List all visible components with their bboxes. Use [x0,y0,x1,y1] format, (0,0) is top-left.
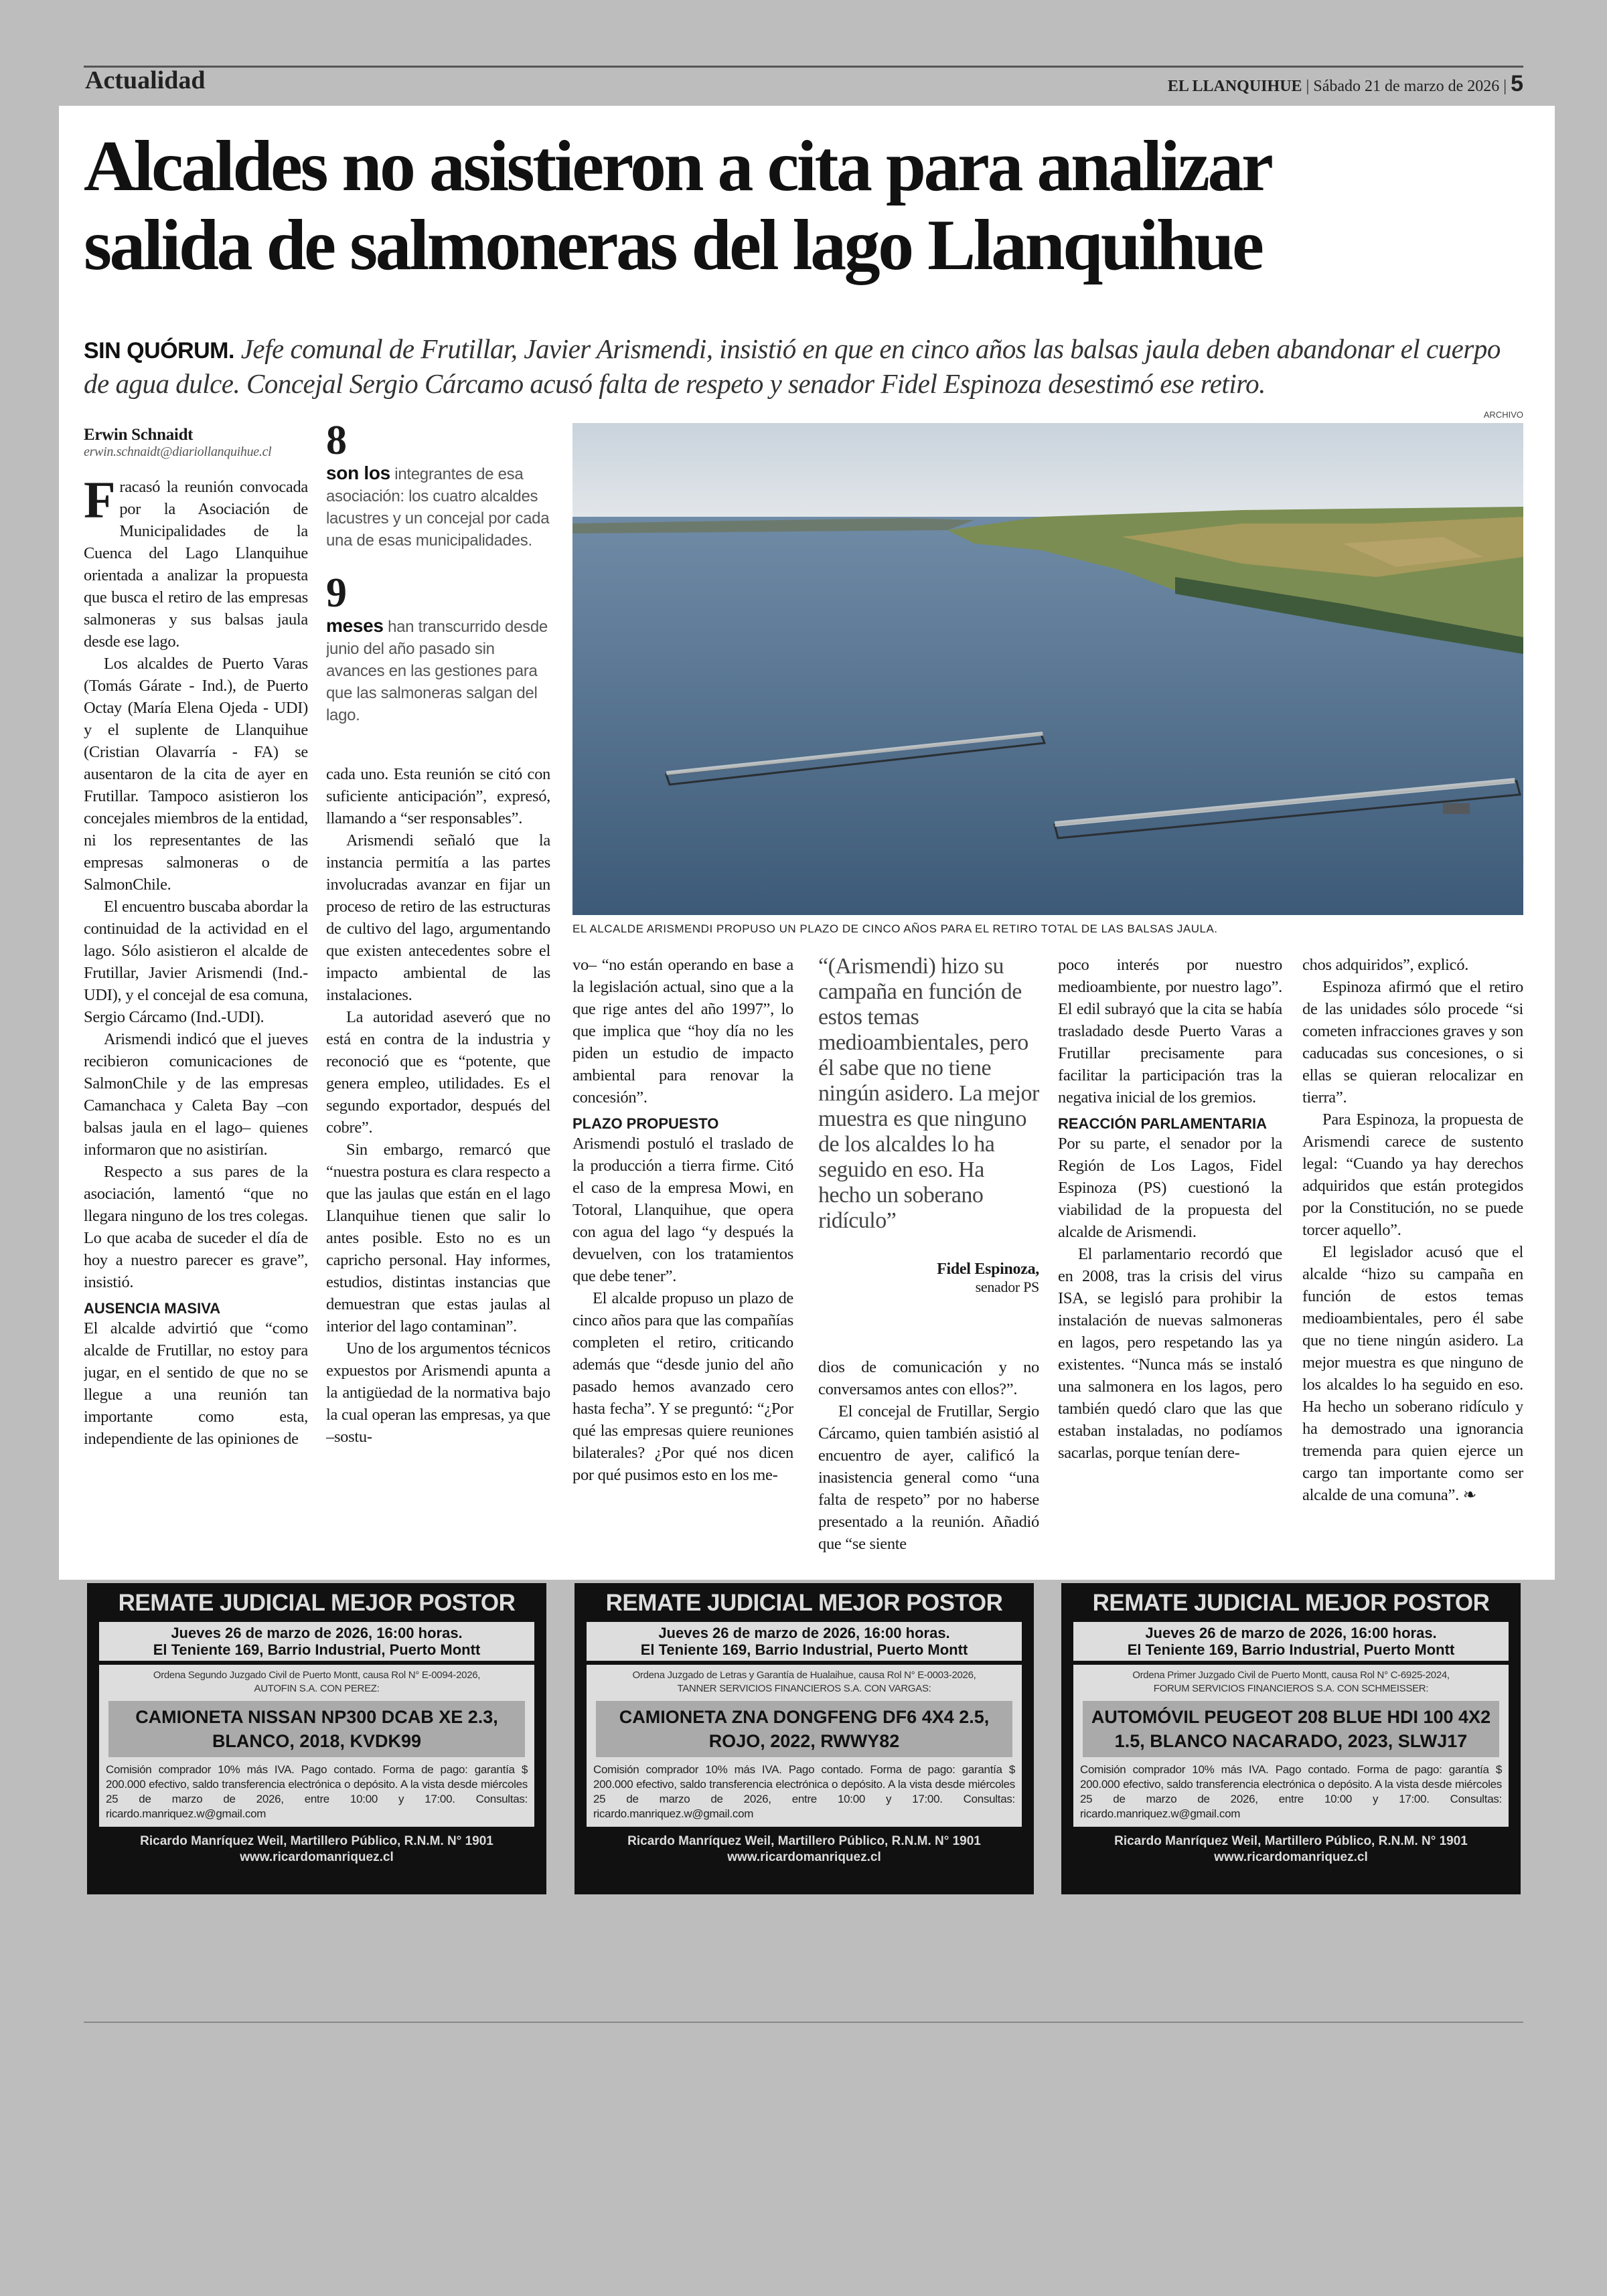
photo-credit: ARCHIVO [1483,410,1523,420]
paragraph: Arismendi señaló que la instancia permitía a las partes involucradas avanzar en fijar un proceso de retiro de las estructuras de cultivo del lago, argumentando que existen antecedentes sobre el impacto ambiental de las instalaciones. [326,831,550,1004]
top-rule [84,66,1523,68]
paragraph: dios de comunicación y no conversamos antes con ellos?”. [818,1358,1039,1398]
paragraph: Por su parte, el senador por la Región de Los Lagos, Fidel Espinoza (PS) cuestionó la viabilidad de la propuesta del alcalde de Arismendi. [1058,1135,1282,1241]
paragraph: Respecto a sus pares de la asociación, lamentó “que no llegara ninguno de los tres colegas. Lo que acaba de suceder el día de hoy a nuestro parecer es grave”, insistió. [84,1163,308,1291]
auction-ad [87,1583,546,1894]
ad-court-order: Ordena Primer Juzgado Civil de Puerto Montt, causa Rol N° C-6925-2024, [1132,1669,1450,1681]
stat-block [326,572,550,726]
section-label: Actualidad [85,66,206,94]
deck [84,331,1523,401]
ad-vehicle: AUTOMÓVIL PEUGEOT 208 BLUE HDI 100 4X2 1.5, BLANCO NACARADO, 2023, SLWJ17 [1083,1701,1499,1757]
ad-title: REMATE JUDICIAL MEJOR POSTOR [605,1590,1003,1616]
stat-lead: son los [326,463,390,483]
stat-number: 8 [326,419,347,463]
paragraph: poco interés por nuestro medioambiente, por nuestro lago”. El edil subrayó que la cita se había trasladado desde Puerto Varas a Frutillar precisamente para facilitar la participación tras la negativa inicial de los gremios. [1058,956,1282,1106]
quote-role: senador PS [975,1279,1039,1295]
subhead: REACCIÓN PARLAMENTARIA [1058,1115,1268,1132]
paragraph: Fracasó la reunión convocada por la Asociación de Municipalidades de la Cuenca del Lago Llanquihue orientada a analizar la propuesta que busca el retiro de las empresas salmoneras y sus balsas jaula desde ese lago. [84,471,308,651]
paragraph: Sin embargo, remarcó que “nuestra postura es clara respecto a que las jaulas que están en el lago Llanquihue tienen que salir lo antes posible. Esto no es un capricho personal. Hay informes, estudios, distintas instancias que demuestran que estas jaulas al interior del lago contaminan”. [326,1141,550,1335]
aerial-lake-salmon-pens-image [572,423,1523,915]
ad-parties: AUTOFIN S.A. CON PEREZ: [254,1683,380,1694]
column-2 [326,419,550,1567]
ad-parties: FORUM SERVICIOS FINANCIEROS S.A. CON SCHMEISSER: [1153,1683,1429,1694]
auction-ad [1061,1583,1521,1894]
ad-title: REMATE JUDICIAL MEJOR POSTOR [118,1590,516,1616]
ad-court-order: Ordena Segundo Juzgado Civil de Puerto Montt, causa Rol N° E-0094-2026, [153,1669,481,1681]
paragraph: Espinoza afirmó que el retiro de las unidades sólo procede “si cometen infracciones graves y son caducadas sus concesiones, o si ellas se quieran relocalizar en tierra”. [1302,978,1523,1106]
deck-text: Jefe comunal de Frutillar, Javier Arismendi, insistió en que en cinco años las balsas jaula deben abandonar el cuerpo de agua dulce. Concejal Sergio Cárcamo acusó falta de respeto y senador Fidel Espinoza desestimó ese retiro. [84,333,1501,399]
paragraph: El alcalde propuso un plazo de cinco años para que las compañías completen el retiro, criticando además que “desde junio del año pasado hemos avanzado cero hasta fecha”. Y se preguntó: “¿Por qué las empresas quiere reuniones bilaterales? ¿Por qué nos dicen por qué pusimos esto en los me- [572,1289,793,1484]
ad-website[interactable]: www.ricardomanriquez.cl [727,1850,881,1864]
page-folio: EL LLANQUIHUE | Sábado 21 de marzo de 2026 | 5 [1167,71,1523,96]
ad-auctioneer: Ricardo Manríquez Weil, Martillero Público, R.N.M. N° 1901 [627,1834,981,1848]
kicker: SIN QUÓRUM. [84,338,234,363]
ad-terms: Comisión comprador 10% más IVA. Pago contado. Forma de pago: garantía $ 200.000 efectivo, saldo transferencia electrónica o depósito. A la vista desde miércoles 25 de marzo de 2026, entre 10:00 y 17:00. Consultas: ricardo.manriquez.w@gmail.com [593,1763,1015,1820]
ad-parties: TANNER SERVICIOS FINANCIEROS S.A. CON VARGAS: [677,1683,931,1694]
auction-ad [575,1583,1034,1894]
column-5 [1058,954,1282,1566]
photo-caption: EL ALCALDE ARISMENDI PROPUSO UN PLAZO DE CINCO AÑOS PARA EL RETIRO TOTAL DE LAS BALSAS JAULA. [572,922,1218,935]
ad-body [99,1665,534,1827]
stat-block [326,419,550,552]
ad-website[interactable]: www.ricardomanriquez.cl [1214,1850,1368,1864]
ad-terms: Comisión comprador 10% más IVA. Pago contado. Forma de pago: garantía $ 200.000 efectivo, saldo transferencia electrónica o depósito. A la vista desde miércoles 25 de marzo de 2026, entre 10:00 y 17:00. Consultas: ricardo.manriquez.w@gmail.com [1080,1763,1502,1820]
headline [84,127,1523,285]
paragraph: Uno de los argumentos técnicos expuestos por Arismendi apunta a la antigüedad de la normativa bajo la cual operan las empresas, ya que –sostu- [326,1339,550,1446]
paragraph: vo– “no están operando en base a la legislación actual, sino que a la que rige antes del año 1997”, lo que implica que “hoy día no les piden un estudio de impacto ambiental para renovar la concesión”. [572,956,793,1106]
paragraph: El alcalde advirtió que “como alcalde de Frutillar, no estoy para jugar, en el sentido de que no se llegue a una reunión tan importante como esta, independiente de las opiniones de [84,1319,308,1448]
subhead: AUSENCIA MASIVA [84,1300,221,1317]
paragraph: Arismendi postuló el traslado de la producción a tierra firme. Citó el caso de la empresa Mowi, en Totoral, Llanquihue, que opera con agua del lago “y después la devuelven, con los tratamientos que debe tener”. [572,1135,793,1285]
paragraph: cada uno. Esta reunión se citó con suficiente anticipación”, expresó, llamando a “ser responsables”. [326,765,550,827]
subhead: PLAZO PROPUESTO [572,1115,719,1132]
page-number: 5 [1511,71,1523,96]
paragraph: Los alcaldes de Puerto Varas (Tomás Gárate - Ind.), de Puerto Octay (María Elena Ojeda - UDI) y el suplente de Llanquihue (Cristian Olavarría - FA) se ausentaron de la cita de ayer en Frutillar. Tampoco asistieron los concejales miembros de la entidad, ni los representantes de las empresas salmoneras o de SalmonChile. [84,655,308,894]
column-6 [1302,954,1523,1566]
ad-vehicle: CAMIONETA ZNA DONGFENG DF6 4X4 2.5, ROJO, 2022, RWWY82 [596,1701,1012,1757]
issue-date: Sábado 21 de marzo de 2026 [1313,78,1500,95]
paragraph: El encuentro buscaba abordar la continuidad de la actividad en el lago. Sólo asistieron el alcalde de Frutillar, Javier Arismendi (Ind.-UDI), y el concejal de esa comuna, Sergio Cárcamo (Ind.-UDI). [84,898,308,1026]
author-email[interactable]: erwin.schnaidt@diariollanquihue.cl [84,444,272,459]
bottom-rule [84,2022,1523,2023]
ad-terms: Comisión comprador 10% más IVA. Pago contado. Forma de pago: garantía $ 200.000 efectivo, saldo transferencia electrónica o depósito. A la vista desde miércoles 25 de marzo de 2026, entre 10:00 y 17:00. Consultas: ricardo.manriquez.w@gmail.com [106,1763,528,1820]
paragraph: Para Espinoza, la propuesta de Arismendi carece de sustento legal: “Cuando ya hay derechos adquiridos que están protegidos por la Constitución, no se puede torcer aquello”. [1302,1111,1523,1239]
column-3 [572,954,793,1566]
ad-body [1073,1665,1509,1827]
ad-auctioneer: Ricardo Manríquez Weil, Martillero Público, R.N.M. N° 1901 [1114,1834,1468,1848]
ad-schedule: Jueves 26 de marzo de 2026, 16:00 horas. El Teniente 169, Barrio Industrial, Puerto Montt [1073,1622,1509,1661]
paragraph: El legislador acusó que el alcalde “hizo su campaña en función de estos temas medioambientales, pero él sabe que no tiene ningún asidero. La mejor muestra es que ninguno de los alcaldes lo ha seguido en eso. Ha hecho un soberano ridículo y ha demostrado una ignorancia tremenda para quien ejerce un cargo tan importante como ser alcalde de una comuna”. ❧ [1302,1243,1523,1504]
paragraph: La autoridad aseveró que no está en contra de la industria y reconoció que es “potente, que genera empleo, utilidades. Es el segundo exportador, después del cobre”. [326,1008,550,1137]
ad-vehicle: CAMIONETA NISSAN NP300 DCAB XE 2.3, BLANCO, 2018, KVDK99 [108,1701,525,1757]
ad-website[interactable]: www.ricardomanriquez.cl [240,1850,394,1864]
paragraph: chos adquiridos”, explicó. [1302,956,1469,974]
stat-text: han transcurrido desde junio del año pasado sin avances en las gestiones para que las salmoneras salgan del lago. [326,618,548,724]
ad-auctioneer: Ricardo Manríquez Weil, Martillero Público, R.N.M. N° 1901 [140,1834,493,1848]
pull-quote: “(Arismendi) hizo su campaña en función de estos temas medioambientales, pero él sabe que no tiene ningún asidero. La mejor muestra es que ninguno de los alcaldes lo ha seguido en eso. Ha hecho un soberano ridículo” [818,954,1039,1233]
column-4 [818,954,1039,1566]
quote-author: Fidel Espinoza, [937,1260,1039,1278]
ad-title: REMATE JUDICIAL MEJOR POSTOR [1092,1590,1490,1616]
stat-lead: meses [326,615,384,636]
ad-body [587,1665,1022,1827]
ad-court-order: Ordena Juzgado de Letras y Garantía de Hualaihue, causa Rol N° E-0003-2026, [632,1669,976,1681]
stat-number: 9 [326,570,347,616]
stat-text: integrantes de esa asociación: los cuatro alcaldes lacustres y un concejal por cada una de esas municipalidades. [326,465,550,550]
drop-cap: F [84,471,116,529]
ad-schedule: Jueves 26 de marzo de 2026, 16:00 horas. El Teniente 169, Barrio Industrial, Puerto Montt [587,1622,1022,1661]
author: Erwin Schnaidt [84,426,194,444]
paragraph: El concejal de Frutillar, Sergio Cárcamo, quien también asistió al encuentro de ayer, calificó la inasistencia general como “una falta de respeto” por no haberse presentado a la reunión. Añadió que “se siente [818,1402,1039,1553]
paragraph: Arismendi indicó que el jueves recibieron comunicaciones de SalmonChile y de las empresas Camanchaca y Caleta Bay –con balsas jaula en el lago– quienes informaron que no asistirían. [84,1030,308,1159]
paper-name: EL LLANQUIHUE [1167,78,1302,95]
headline-line-1: Alcaldes no asistieron a cita para analizar [84,127,1272,206]
paragraph: El parlamentario recordó que en 2008, tras la crisis del virus ISA, se legisló para prohibir la instalación de nuevas salmoneras en lagos, pero respetando las ya existentes. “Nunca más se instaló una salmonera en los lagos, pero también quedó claro que las que estaban instaladas, no podíamos sacarlas, porque tenían dere- [1058,1245,1282,1462]
lake-photo [572,423,1523,915]
headline-line-2: salida de salmoneras del lago Llanquihue [84,206,1262,285]
ad-schedule: Jueves 26 de marzo de 2026, 16:00 horas. El Teniente 169, Barrio Industrial, Puerto Montt [99,1622,534,1661]
column-1 [84,426,308,1567]
